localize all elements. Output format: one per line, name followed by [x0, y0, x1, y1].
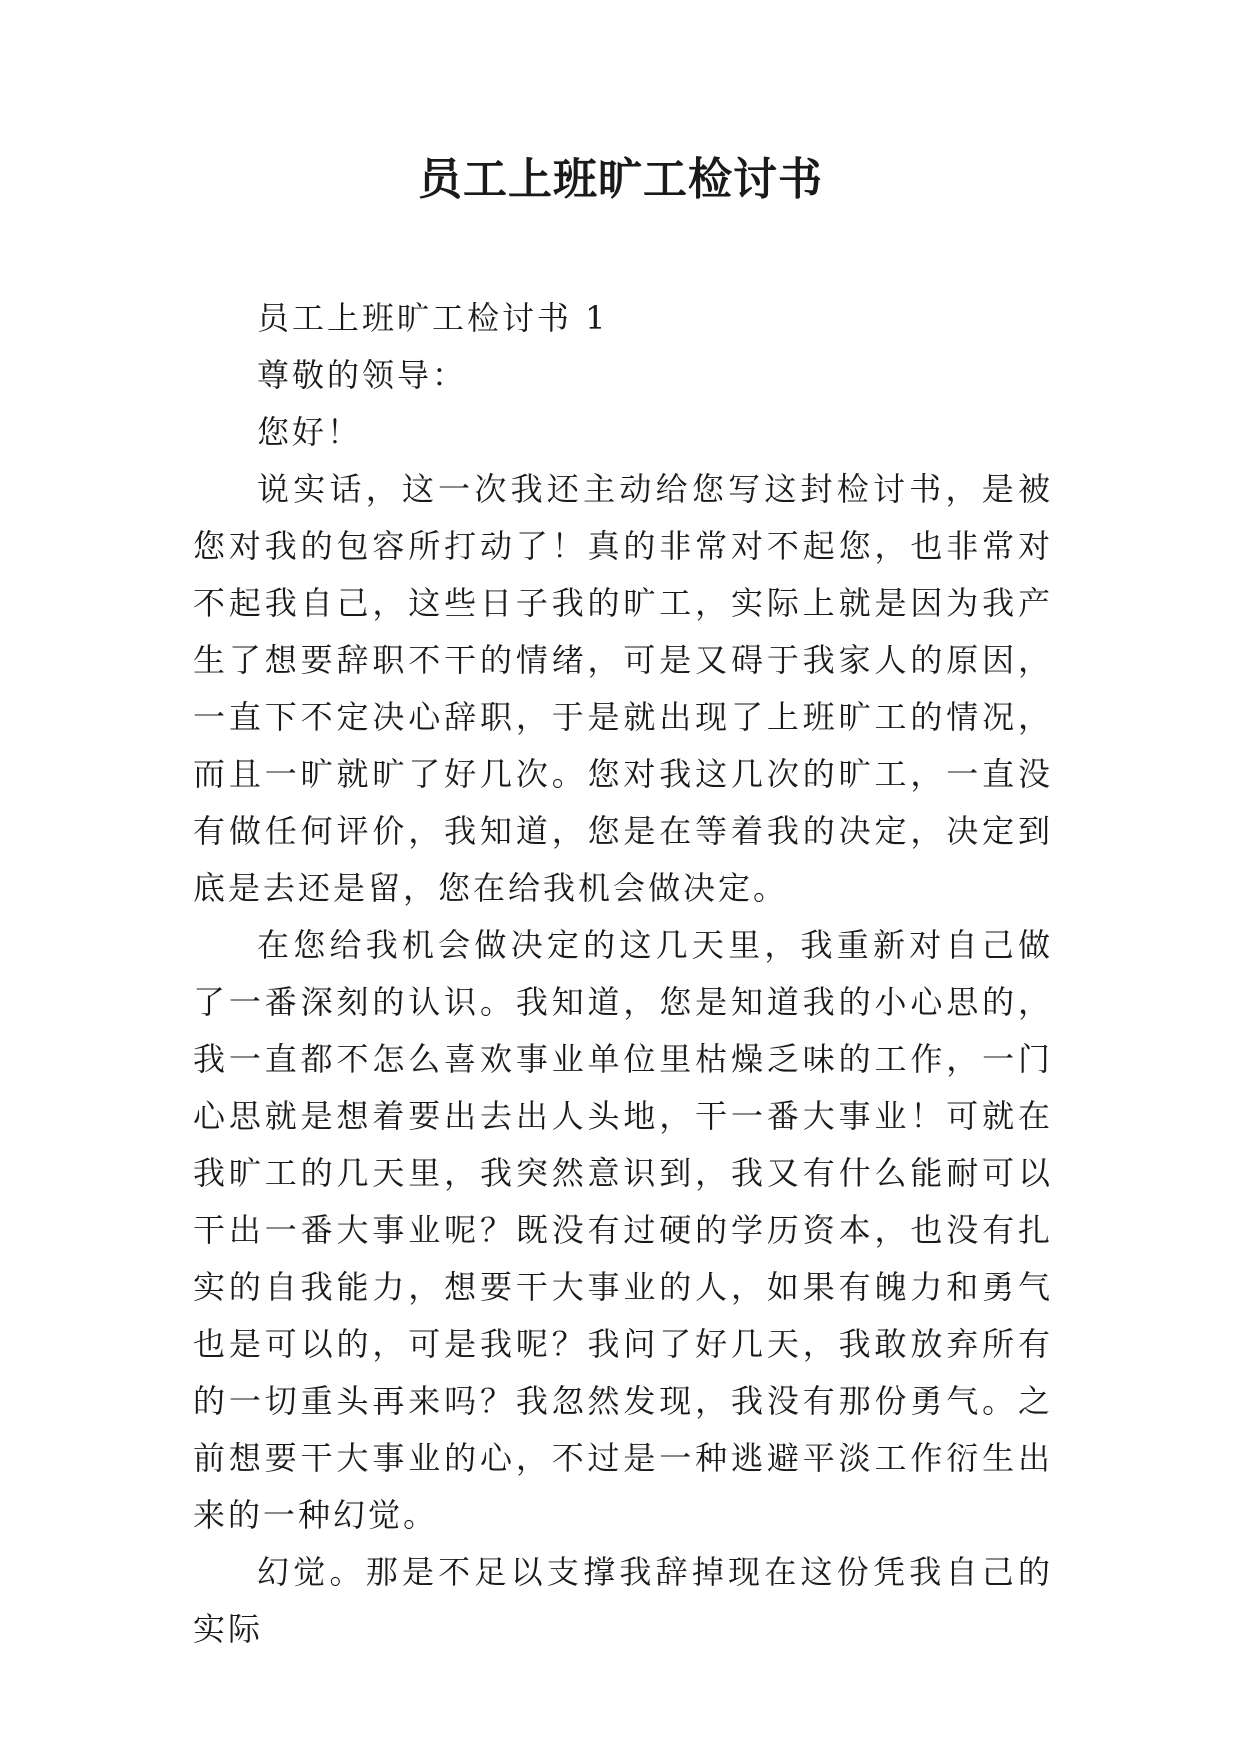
- document-body: [193, 290, 1053, 1658]
- body-paragraph: 说实话，这一次我还主动给您写这封检讨书，是被您对我的包容所打动了！真的非常对不起您，也非常对不起我自己，这些日子我的旷工，实际上就是因为我产生了想要辞职不干的情绪，可是又碍于我家人的原因，一直下不定决心辞职，于是就出现了上班旷工的情况，而且一旷就旷了好几次。您对我这几次的旷工，一直没有做任何评价，我知道，您是在等着我的决定，决定到底是去还是留，您在给我机会做决定。: [193, 470, 1053, 907]
- document-title: 员工上班旷工检讨书: [418, 154, 823, 205]
- body-paragraph: 幻觉。那是不足以支撑我辞掉现在这份凭我自己的实际: [193, 1553, 1053, 1648]
- body-paragraph: 在您给我机会做决定的这几天里，我重新对自己做了一番深刻的认识。我知道，您是知道我的小心思的，我一直都不怎么喜欢事业单位里枯燥乏味的工作，一门心思就是想着要出去出人头地，干一番大事业！可就在我旷工的几天里，我突然意识到，我又有什么能耐可以干出一番大事业呢？既没有过硬的学历资本，也没有扎实的自我能力，想要干大事业的人，如果有魄力和勇气也是可以的，可是我呢？我问了好几天，我敢放弃所有的一切重头再来吗？我忽然发现，我没有那份勇气。之前想要干大事业的心，不过是一种逃避平淡工作衍生出来的一种幻觉。: [193, 926, 1053, 1534]
- salutation: 尊敬的领导：: [257, 356, 468, 394]
- greeting: 您好！: [257, 413, 363, 451]
- document-subtitle: 员工上班旷工检讨书 1: [257, 299, 609, 337]
